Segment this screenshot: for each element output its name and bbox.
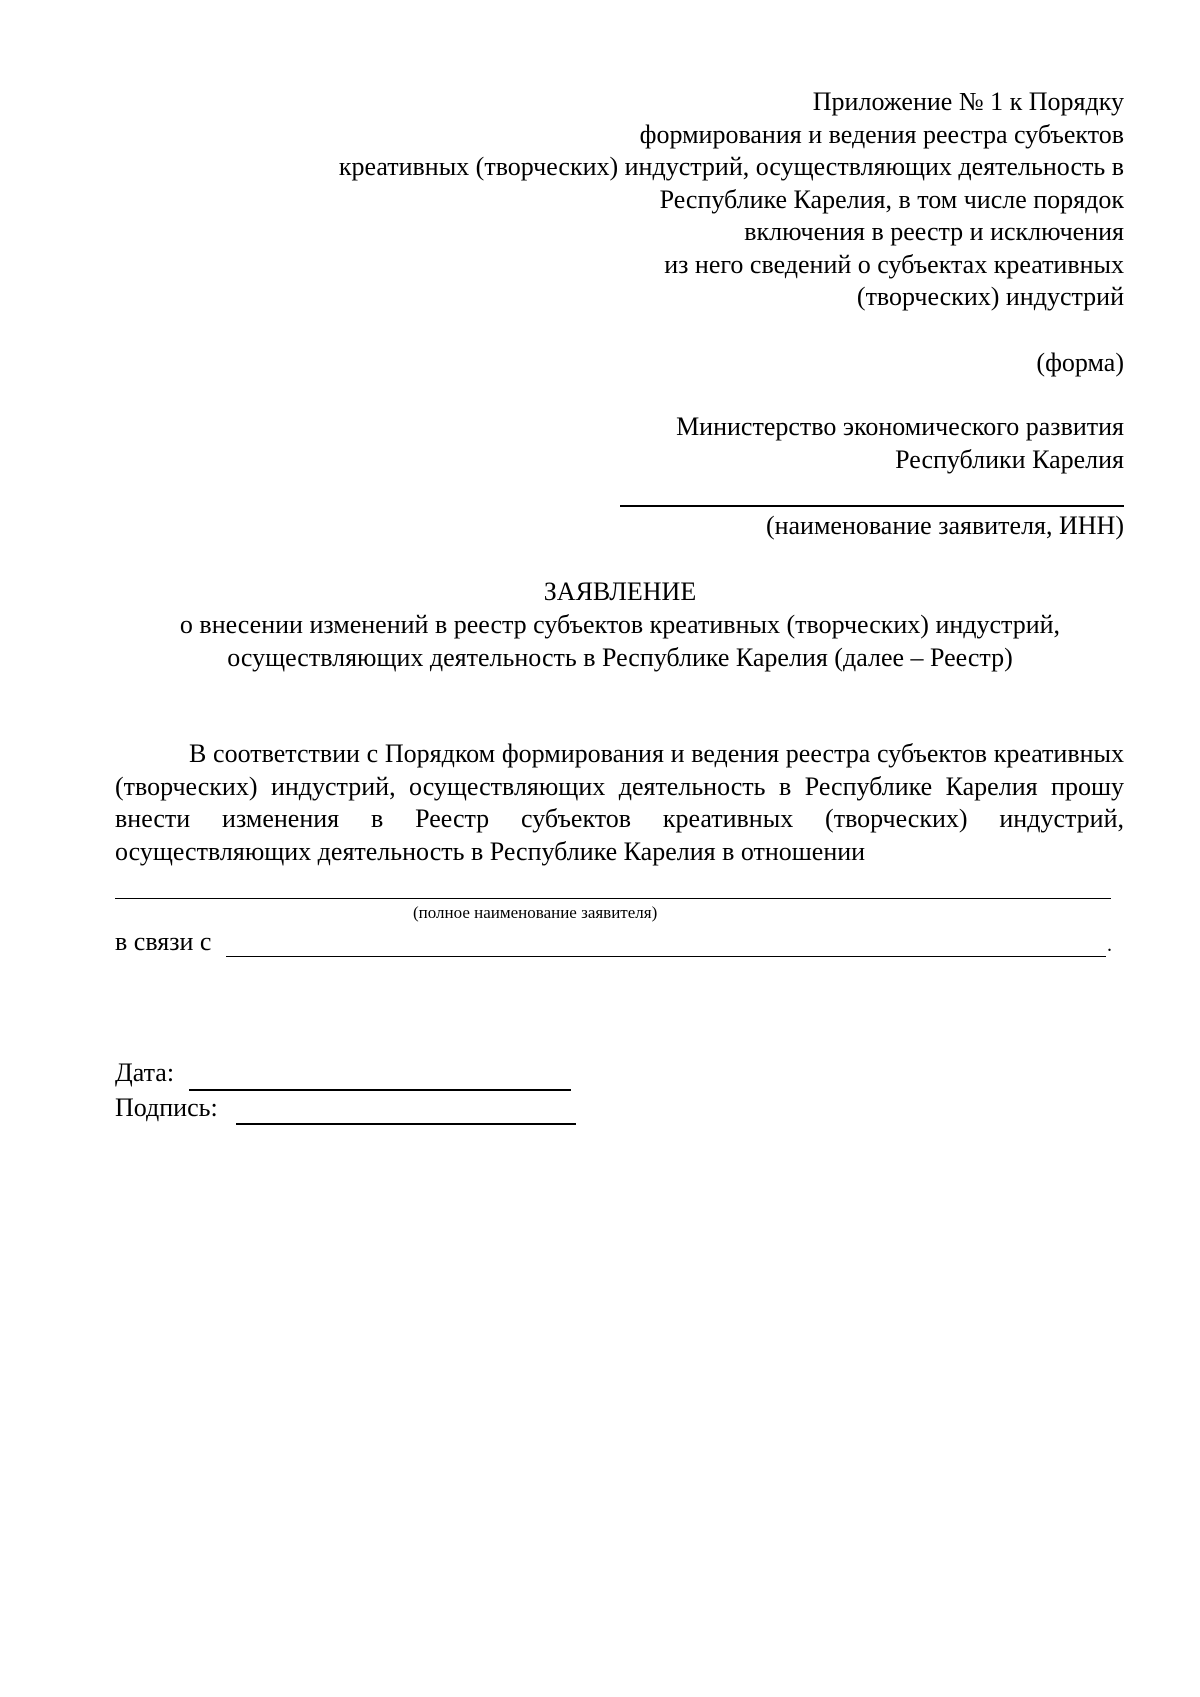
recipient-block [676,411,1124,476]
applicant-name-field[interactable] [620,505,1124,507]
subtitle-line: осуществляющих деятельность в Республике Карелия (далее – Реестр) [227,643,1013,672]
document-title: ЗАЯВЛЕНИЕ [543,577,697,606]
reason-field[interactable] [226,956,1106,957]
request-paragraph: В соответствии с Порядком формирования и ведения реестра субъектов креативных (творческих) индустрий, осуществляющих деятельность в Республике Карелия прошу внести изменения в Реестр субъектов креативных (творческих) индустрий, осуществляющих деятельность в Республике Карелия в отношении [115,739,1124,866]
appendix-header [339,86,1124,314]
applicant-caption: (наименование заявителя, ИНН) [765,511,1124,540]
full-name-caption: (полное наименование заявителя) [413,903,658,922]
appendix-line: из него сведений о субъектах креативных [664,249,1124,279]
form-label: (форма) [1036,348,1124,377]
date-field[interactable] [189,1089,571,1091]
appendix-line: Республике Карелия, в том числе порядок [659,184,1124,214]
appendix-line: Приложение № 1 к Порядку [812,87,1124,116]
signature-label: Подпись: [115,1093,218,1122]
appendix-line: креативных (творческих) индустрий, осуществляющих деятельность в [338,152,1124,181]
document-subtitle [0,608,1200,674]
appendix-line: (творческих) индустрий [856,282,1124,311]
appendix-line: включения в реестр и исключения [744,217,1124,246]
subtitle-line: о внесении изменений в реестр субъектов креативных (творческих) индустрий, [179,610,1061,639]
recipient-line: Республики Карелия [895,444,1124,474]
reason-end-period: . [1107,934,1112,956]
date-label: Дата: [115,1058,175,1087]
reason-label: в связи с [115,927,212,956]
appendix-line: формирования и ведения реестра субъектов [639,119,1124,149]
recipient-line: Министерство экономического развития [676,412,1124,441]
signature-field[interactable] [236,1123,576,1125]
full-name-field[interactable] [115,898,1111,899]
